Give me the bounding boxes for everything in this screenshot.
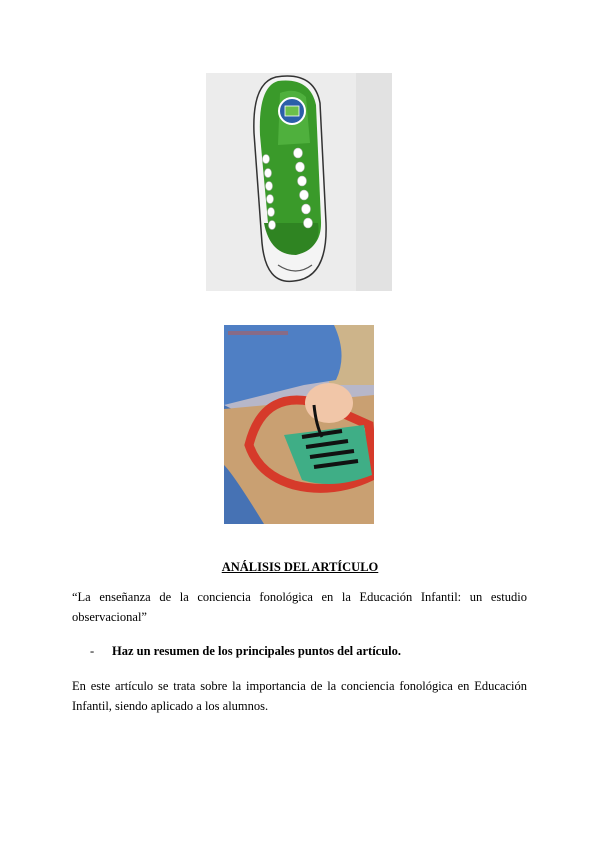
sneaker-icon [206,73,392,291]
body-line-1: En este artículo se trata sobre la importancia de la conciencia fonológica en Educación [72,679,527,693]
child-lacing-photo [224,325,374,524]
task-item [90,641,530,661]
lacing-activity-icon [224,325,374,524]
list-dash: - [90,644,95,658]
quote-line-1: “La enseñanza de la conciencia fonológica en la Educación Infantil: un estudio [72,590,527,604]
body-paragraph [72,676,527,716]
section-heading: ANÁLISIS DEL ARTÍCULO [221,560,379,574]
quote-line-2: observacional” [72,610,147,624]
sneaker-lacing-image [206,73,392,291]
body-line-2: Infantil, siendo aplicado a los alumnos. [72,699,269,713]
task-text: Haz un resumen de los principales puntos del artículo. [112,644,402,658]
article-title-quote [72,587,527,627]
